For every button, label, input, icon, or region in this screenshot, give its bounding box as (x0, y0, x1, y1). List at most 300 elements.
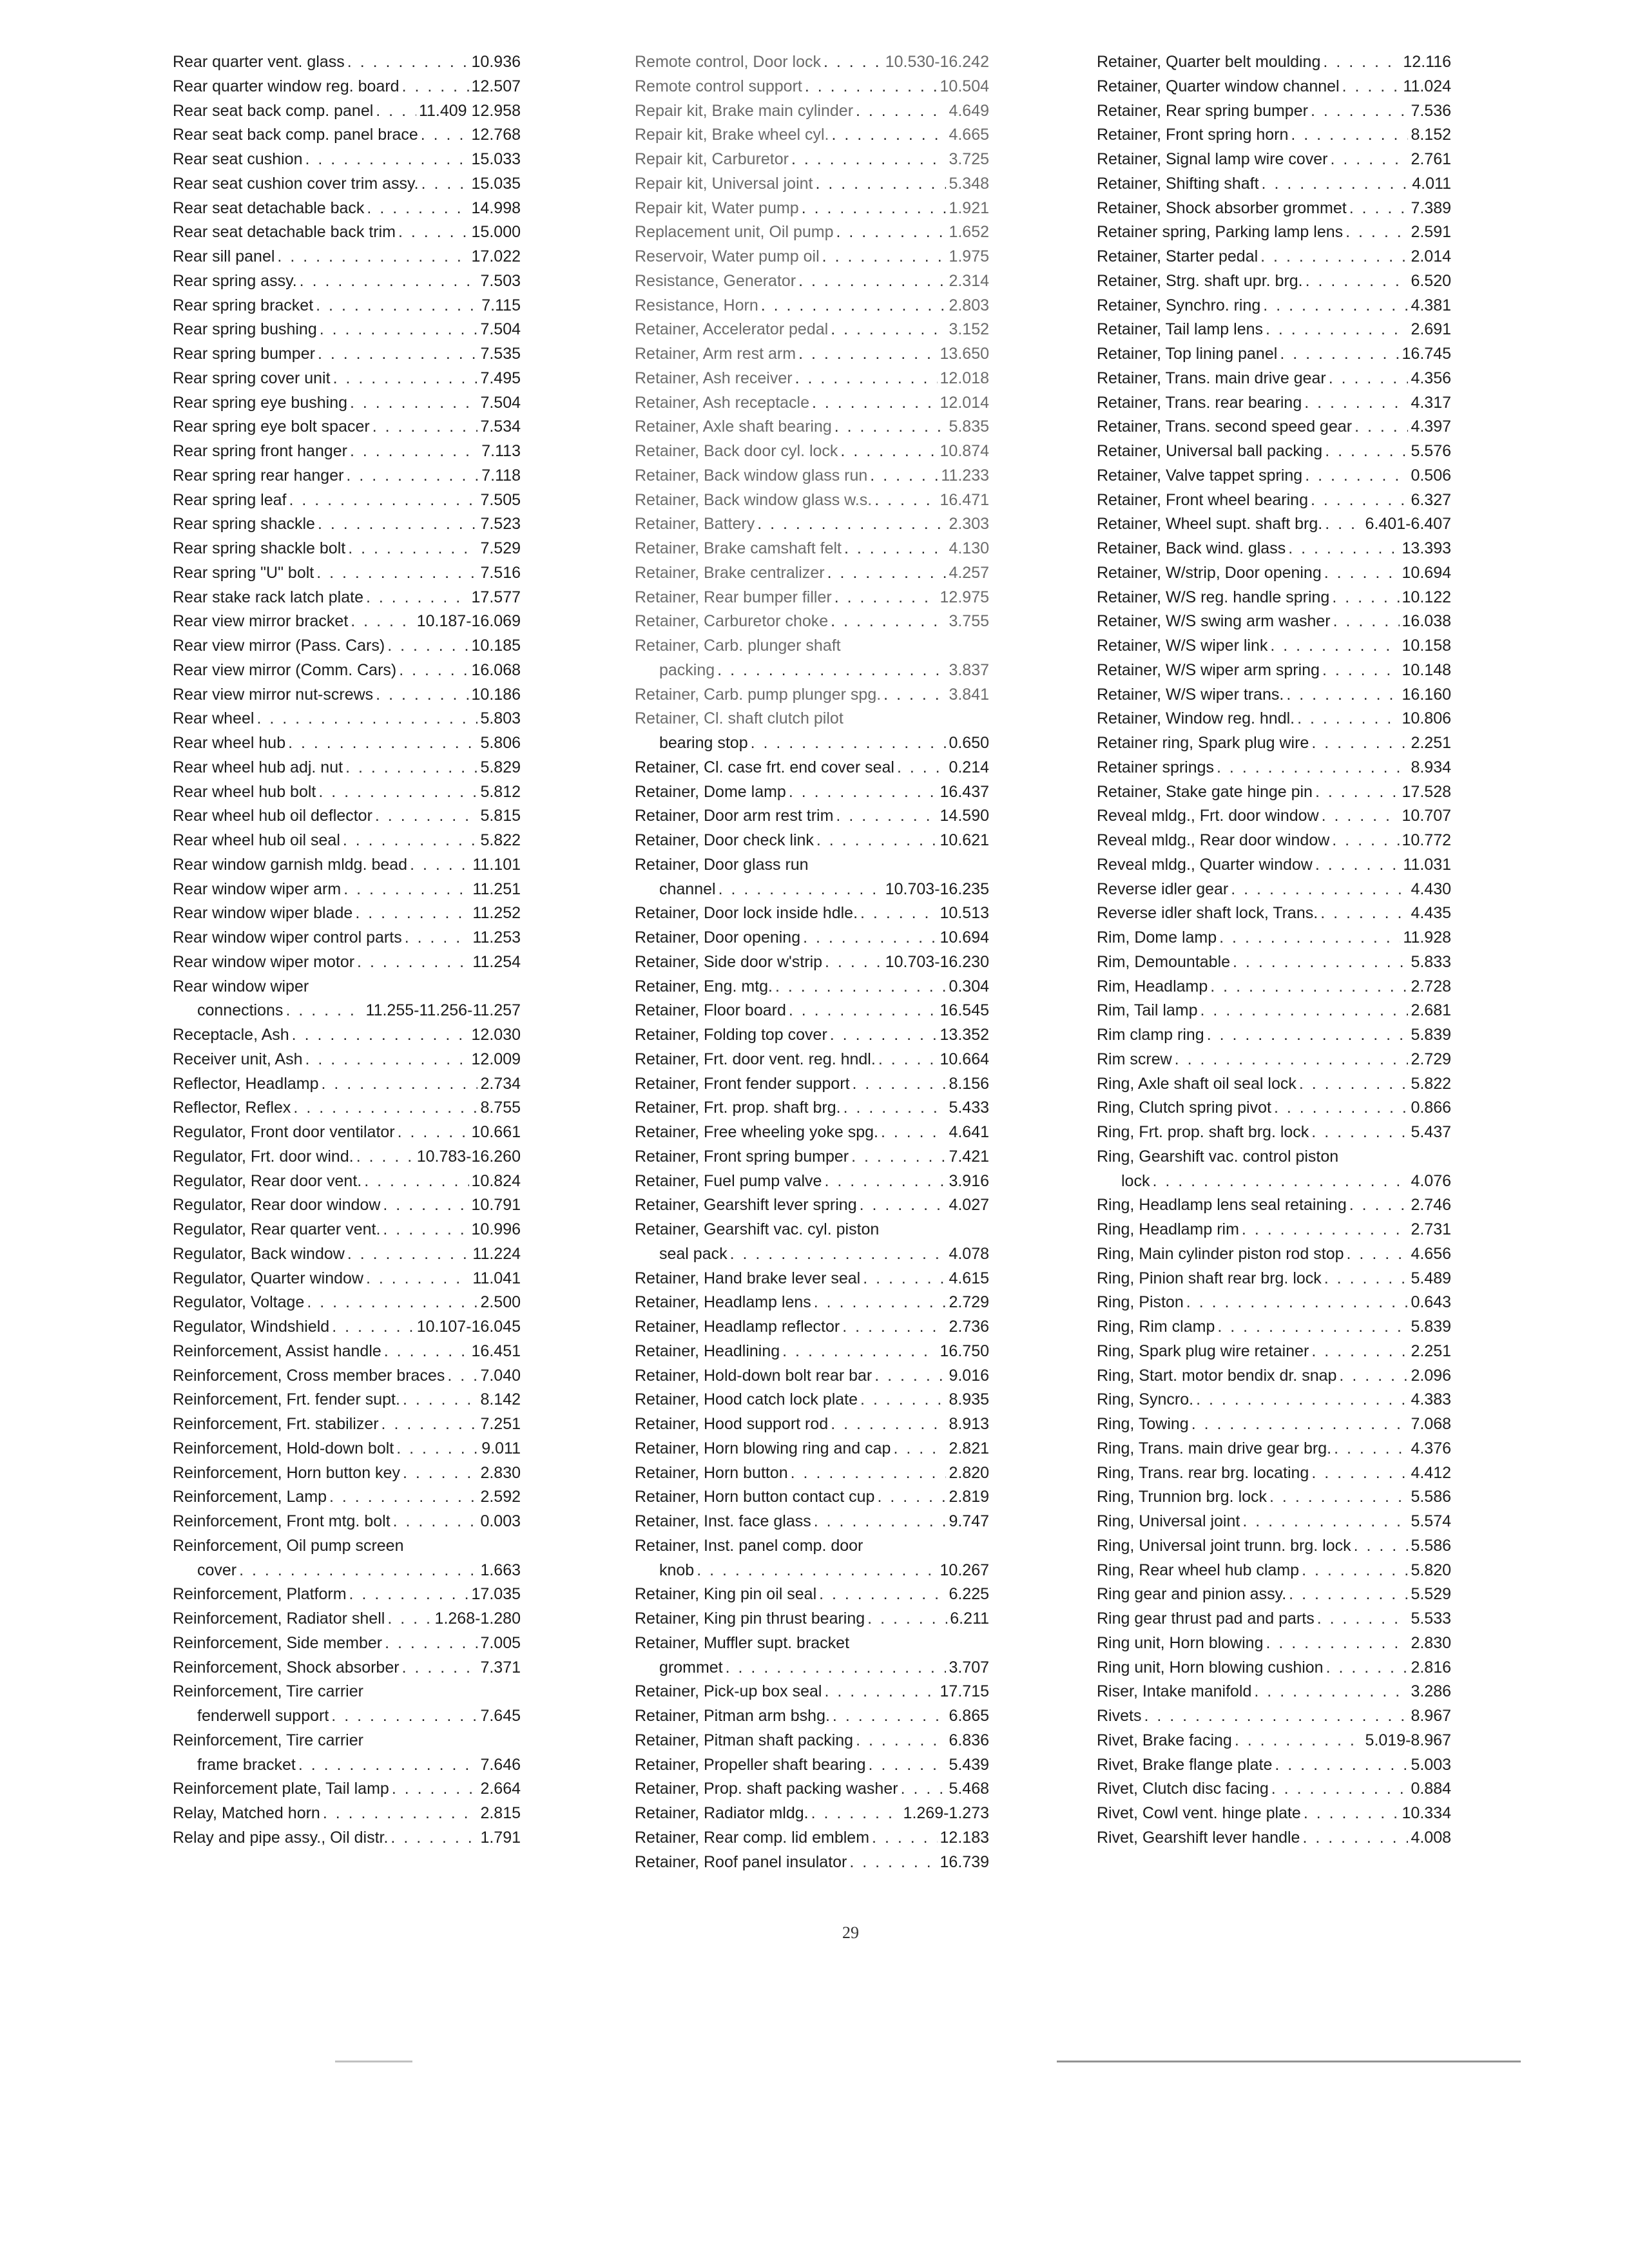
entry-reference: 8.913 (949, 1415, 989, 1433)
entry-reference: 1.975 (949, 247, 989, 265)
leader-dots (1289, 1582, 1408, 1607)
entry-reference: 10.158 (1402, 637, 1451, 655)
index-entry (173, 245, 521, 269)
entry-name: Ring, Spark plug wire retainer (1097, 1341, 1309, 1360)
entry-name: Retainer, Cl. shaft clutch pilot (635, 709, 843, 728)
index-entry (635, 1680, 989, 1704)
index-entry (635, 1777, 989, 1802)
entry-name: Retainer, Door lock inside hdle. (635, 904, 858, 923)
index-entry (173, 683, 521, 707)
entry-name: Ring, Headlamp rim (1097, 1220, 1239, 1238)
entry-name: Retainer, Brake camshaft felt (635, 539, 842, 557)
index-entry (635, 1437, 989, 1461)
entry-reference: 2.803 (949, 296, 989, 314)
entry-name: Reveal mldg., Quarter window (1097, 855, 1313, 874)
entry-name: Retainer, Hold-down bolt rear bar (635, 1366, 872, 1385)
leader-dots (1305, 464, 1408, 488)
entry-reference: 5.003 (1411, 1755, 1451, 1774)
index-entry (1097, 75, 1451, 99)
index-entry (635, 1412, 989, 1437)
entry-name: Retainer, Carburetor choke (635, 612, 829, 631)
index-entry (1097, 1291, 1451, 1315)
index-entry (635, 537, 989, 561)
entry-name: Rear wheel (173, 709, 255, 728)
index-entry (1097, 1048, 1451, 1072)
entry-name: Remote control, Door lock (635, 53, 822, 71)
index-entry (635, 1145, 989, 1169)
index-entry (635, 1364, 989, 1389)
entry-reference: 14.998 (471, 198, 521, 217)
leader-dots (1196, 1388, 1408, 1412)
entry-name: Rim screw (1097, 1050, 1172, 1068)
leader-dots (1315, 780, 1400, 805)
leader-dots (782, 1340, 937, 1364)
leader-dots (851, 1145, 946, 1169)
entry-reference: 4.665 (949, 126, 989, 144)
entry-name: Relay and pipe assy., Oil distr. (173, 1828, 389, 1847)
index-entry (1097, 1582, 1451, 1607)
entry-name: Riser, Intake manifold (1097, 1682, 1252, 1701)
entry-name: Ring, Rear wheel hub clamp (1097, 1561, 1300, 1579)
index-entry (173, 488, 521, 513)
leader-dots (1231, 878, 1408, 902)
index-entry (173, 1340, 521, 1364)
entry-name: Retainer, Back window glass w.s. (635, 490, 872, 509)
entry-reference: 10.661 (471, 1123, 521, 1141)
entry-reference: 2.681 (1411, 1001, 1451, 1020)
index-column-1 (173, 50, 521, 1850)
entry-name: lock (1121, 1171, 1150, 1190)
index-entry (635, 367, 989, 391)
entry-reference: 10.772 (1402, 831, 1451, 849)
leader-dots (811, 1802, 901, 1826)
leader-dots (1235, 1729, 1363, 1753)
index-entry (635, 391, 989, 416)
leader-dots (1324, 1267, 1409, 1291)
index-entry (1097, 537, 1451, 561)
entry-name: Regulator, Voltage (173, 1293, 305, 1312)
leader-dots (385, 1631, 477, 1656)
leader-dots (1260, 245, 1408, 269)
entry-name: Reveal mldg., Frt. door window (1097, 807, 1319, 825)
leader-dots (1304, 391, 1408, 416)
index-entry (173, 610, 521, 634)
index-entry (173, 1802, 521, 1826)
entry-name: Rear wheel hub oil deflector (173, 807, 372, 825)
entry-name: Receiver unit, Ash (173, 1050, 303, 1068)
index-entry (173, 148, 521, 172)
leader-dots (1299, 1072, 1409, 1097)
leader-dots (874, 1364, 946, 1389)
leader-dots (329, 1485, 477, 1510)
entry-name: Retainer, W/S swing arm washer (1097, 612, 1331, 631)
entry-name: Retainer, Back wind. glass (1097, 539, 1286, 557)
leader-dots (824, 50, 883, 75)
leader-dots (860, 901, 938, 926)
entry-reference: 7.495 (480, 369, 521, 387)
entry-name: Remote control support (635, 77, 802, 95)
index-entry (173, 342, 521, 367)
index-entry (1097, 99, 1451, 124)
index-entry (635, 1631, 989, 1656)
entry-name: Retainer, W/S wiper trans. (1097, 685, 1284, 704)
entry-name: Ring gear thrust pad and parts (1097, 1610, 1315, 1628)
entry-reference: 12.009 (471, 1050, 521, 1068)
entry-reference: 2.096 (1411, 1366, 1451, 1385)
leader-dots (288, 731, 477, 756)
index-entry (635, 610, 989, 634)
entry-reference: 11.255-11.256-11.257 (365, 1001, 521, 1020)
entry-name: Retainer springs (1097, 758, 1215, 776)
index-entry (173, 1826, 521, 1850)
entry-name: Retainer, Carb. plunger shaft (635, 637, 841, 655)
index-entry (1097, 634, 1451, 658)
index-entry (1097, 853, 1451, 878)
entry-reference: 16.750 (940, 1341, 989, 1360)
entry-reference: 12.507 (471, 77, 521, 95)
leader-dots (392, 1777, 478, 1802)
index-entry (635, 853, 989, 878)
entry-reference: 8.152 (1411, 126, 1451, 144)
entry-name: Rear spring cover unit (173, 369, 331, 387)
leader-dots (1200, 999, 1409, 1023)
leader-dots (860, 1388, 946, 1412)
entry-name: Reservoir, Water pump oil (635, 247, 820, 265)
index-entry (635, 561, 989, 586)
entry-name: Repair kit, Water pump (635, 198, 799, 217)
entry-name: Retainer, Front wheel bearing (1097, 490, 1308, 509)
entry-name: Rear spring "U" bolt (173, 563, 314, 582)
leader-dots (1354, 415, 1408, 439)
entry-reference: 2.303 (949, 515, 989, 533)
leader-dots (824, 1169, 946, 1194)
index-entry (635, 878, 989, 902)
entry-reference: 7.534 (480, 418, 521, 436)
index-entry (1097, 610, 1451, 634)
entry-name: Retainer, Axle shaft bearing (635, 418, 832, 436)
entry-name: Retainer, Quarter window channel (1097, 77, 1340, 95)
leader-dots (333, 367, 478, 391)
entry-name: Rim, Tail lamp (1097, 1001, 1198, 1020)
index-entry (1097, 1193, 1451, 1218)
index-entry (635, 1023, 989, 1048)
leader-dots (1152, 1169, 1408, 1194)
entry-reference: 5.468 (949, 1780, 989, 1798)
index-entry (635, 1218, 989, 1242)
leader-dots (877, 1485, 946, 1510)
entry-name: Retainer, Accelerator pedal (635, 320, 829, 339)
leader-dots (1175, 1048, 1409, 1072)
entry-name: Rear seat back comp. panel brace (173, 126, 418, 144)
entry-reference: 2.819 (949, 1488, 989, 1506)
entry-name: Rear window wiper blade (173, 904, 353, 923)
entry-reference: 17.528 (1402, 782, 1451, 801)
entry-reference: 12.014 (940, 393, 989, 412)
index-entry (173, 1023, 521, 1048)
leader-dots (398, 220, 469, 245)
index-entry (1097, 1607, 1451, 1631)
leader-dots (831, 318, 946, 342)
entry-name: Ring, Towing (1097, 1415, 1189, 1433)
entry-name: Reflector, Reflex (173, 1099, 291, 1117)
leader-dots (814, 1510, 947, 1534)
entry-reference: 6.211 (950, 1610, 989, 1628)
entry-reference: 10.186 (471, 685, 521, 704)
entry-reference: 4.430 (1411, 879, 1451, 898)
index-entry (1097, 950, 1451, 975)
leader-dots (1315, 853, 1401, 878)
index-entry (635, 634, 989, 658)
index-entry (1097, 878, 1451, 902)
entry-reference: 3.707 (949, 1658, 989, 1677)
entry-reference: 8.142 (480, 1390, 521, 1409)
entry-reference: 17.035 (471, 1585, 521, 1604)
entry-name: Rear wheel hub adj. nut (173, 758, 343, 776)
leader-dots (697, 1559, 937, 1583)
entry-reference: 5.833 (1411, 952, 1451, 971)
entry-name: Retainer, Headlamp lens (635, 1293, 811, 1312)
entry-name: Retainer, Headlining (635, 1341, 780, 1360)
leader-dots (1332, 829, 1399, 853)
index-entry (173, 1582, 521, 1607)
entry-reference: 10.185 (471, 637, 521, 655)
index-entry (1097, 1315, 1451, 1340)
index-entry (1097, 488, 1451, 513)
entry-name: Retainer, Dome lamp (635, 782, 786, 801)
leader-dots (1324, 561, 1400, 586)
entry-name: Ring, Axle shaft oil seal lock (1097, 1074, 1296, 1093)
entry-name: Retainer, Muffler supt. bracket (635, 1633, 850, 1652)
entry-reference: 13.650 (940, 345, 989, 363)
leader-dots (348, 537, 477, 561)
leader-dots (1217, 756, 1408, 780)
leader-dots (305, 1048, 469, 1072)
entry-reference: 8.967 (1411, 1707, 1451, 1725)
entry-reference: 7.389 (1411, 198, 1451, 217)
index-entry (1097, 1218, 1451, 1242)
leader-dots (316, 294, 479, 318)
entry-name: Rear spring bracket (173, 296, 314, 314)
leader-dots (849, 1850, 937, 1875)
entry-reference: 6.401-6.407 (1365, 515, 1451, 533)
index-entry (1097, 1729, 1451, 1753)
leader-dots (1322, 658, 1400, 683)
entry-name: Rear quarter window reg. board (173, 77, 400, 95)
leader-dots (830, 1023, 938, 1048)
entry-name: fenderwell support (197, 1707, 329, 1725)
entry-reference: 5.839 (1411, 1318, 1451, 1336)
entry-reference: 0.003 (480, 1512, 521, 1530)
entry-name: Retainer, Hood catch lock plate (635, 1390, 858, 1409)
index-entry (635, 1461, 989, 1486)
leader-dots (383, 1218, 468, 1242)
leader-dots (805, 75, 938, 99)
index-entry (1097, 1461, 1451, 1486)
entry-reference: 4.397 (1411, 418, 1451, 436)
entry-reference: 2.251 (1411, 1341, 1451, 1360)
entry-name: Rivet, Clutch disc facing (1097, 1780, 1269, 1798)
entry-name: Regulator, Frt. door wind. (173, 1147, 354, 1166)
index-entry (173, 1242, 521, 1267)
entry-name: Retainer, Gearshift lever spring (635, 1196, 857, 1215)
entry-reference: 10.824 (471, 1171, 521, 1190)
entry-name: bearing stop (659, 734, 748, 752)
entry-reference: 0.650 (949, 734, 989, 752)
entry-reference: 12.018 (940, 369, 989, 387)
entry-reference: 7.118 (481, 466, 521, 485)
entry-name: Retainer, Battery (635, 515, 755, 533)
entry-name: Regulator, Front door ventilator (173, 1123, 395, 1141)
leader-dots (802, 197, 947, 221)
leader-dots (300, 269, 478, 294)
entry-reference: 10.694 (1402, 563, 1451, 582)
index-entry (635, 804, 989, 829)
index-entry (1097, 148, 1451, 172)
entry-name: Rear seat detachable back (173, 198, 365, 217)
leader-dots (292, 1023, 469, 1048)
entry-reference: 7.371 (480, 1658, 521, 1677)
entry-name: Regulator, Rear door vent. (173, 1171, 362, 1190)
entry-name: Rear view mirror nut-screws (173, 685, 374, 704)
leader-dots (318, 512, 478, 537)
index-entry (173, 1048, 521, 1072)
entry-reference: 4.656 (1411, 1244, 1451, 1263)
entry-name: Retainer, Frt. prop. shaft brg. (635, 1099, 841, 1117)
entry-name: Retainer, King pin thrust bearing (635, 1610, 865, 1628)
leader-dots (870, 464, 938, 488)
entry-name: Ring, Trans. main drive gear brg. (1097, 1439, 1332, 1457)
entry-reference: 3.725 (949, 150, 989, 168)
index-entry (635, 1315, 989, 1340)
entry-name: Ring, Main cylinder piston rod stop (1097, 1244, 1344, 1263)
index-entry (635, 439, 989, 464)
entry-name: Retainer, Horn button (635, 1463, 788, 1482)
leader-dots (1242, 1510, 1408, 1534)
entry-reference: 2.314 (949, 271, 989, 290)
entry-name: Retainer, Front spring bumper (635, 1147, 849, 1166)
entry-name: Rear seat detachable back trim (173, 223, 396, 242)
index-entry (635, 50, 989, 75)
entry-name: Rear wheel hub oil seal (173, 831, 340, 849)
leader-dots (816, 829, 938, 853)
leader-dots (316, 561, 477, 586)
entry-name: Rear stake rack latch plate (173, 588, 363, 606)
entry-reference: 5.348 (949, 174, 989, 193)
entry-reference: 15.035 (471, 174, 521, 193)
entry-name: Retainer, Propeller shaft bearing (635, 1755, 866, 1774)
index-entry (173, 123, 521, 148)
leader-dots (398, 1120, 469, 1145)
leader-dots (1186, 1291, 1409, 1315)
entry-reference: 11.251 (472, 879, 521, 898)
index-entry (173, 50, 521, 75)
leader-dots (350, 391, 477, 416)
leader-dots (856, 1729, 946, 1753)
index-entry (1097, 1096, 1451, 1120)
entry-reference: 16.745 (1402, 345, 1451, 363)
index-entry (635, 1704, 989, 1729)
entry-reference: 7.645 (480, 1707, 521, 1725)
leader-dots (1262, 172, 1410, 197)
leader-dots (1302, 1559, 1408, 1583)
entry-name: Ring, Piston (1097, 1293, 1184, 1312)
entry-reference: 2.728 (1411, 977, 1451, 995)
leader-dots (791, 1461, 947, 1486)
leader-dots (897, 756, 946, 780)
entry-reference: 4.383 (1411, 1390, 1451, 1409)
entry-name: Reinforcement, Horn button key (173, 1463, 400, 1482)
leader-dots (357, 950, 470, 975)
entry-name: Rear wheel hub bolt (173, 782, 316, 801)
leader-dots (831, 1412, 946, 1437)
leader-dots (1304, 1802, 1400, 1826)
entry-name: Retainer, W/S wiper arm spring (1097, 660, 1320, 679)
entry-name: Retainer, Carb. pump plunger spg. (635, 685, 882, 704)
index-entry (1097, 1437, 1451, 1461)
entry-reference: 5.529 (1411, 1585, 1451, 1604)
entry-name: Reinforcement, Tire carrier (173, 1682, 363, 1701)
leader-dots (381, 1412, 478, 1437)
index-entry (173, 853, 521, 878)
index-entry (635, 1048, 989, 1072)
entry-name: Repair kit, Brake wheel cyl. (635, 126, 829, 144)
entry-reference: 11.253 (472, 928, 521, 947)
entry-name: Rear window wiper arm (173, 879, 342, 898)
index-column-2 (635, 50, 989, 1874)
entry-name: Retainer, Synchro. ring (1097, 296, 1261, 314)
index-entry (1097, 245, 1451, 269)
leader-dots (761, 294, 947, 318)
index-entry (173, 878, 521, 902)
index-entry (173, 780, 521, 805)
entry-reference: 5.433 (949, 1099, 989, 1117)
index-entry (635, 269, 989, 294)
entry-name: Retainer, Arm rest arm (635, 345, 796, 363)
index-entry (1097, 1510, 1451, 1534)
leader-dots (795, 367, 938, 391)
leader-dots (293, 1096, 477, 1120)
index-entry (635, 415, 989, 439)
entry-reference: 7.115 (481, 296, 521, 314)
index-entry (635, 123, 989, 148)
index-entry (173, 1437, 521, 1461)
index-entry (173, 1364, 521, 1389)
entry-reference: 15.033 (471, 150, 521, 168)
entry-name: Reinforcement, Front mtg. bolt (173, 1512, 390, 1530)
entry-name: Retainer, King pin oil seal (635, 1585, 817, 1604)
entry-reference: 5.576 (1411, 442, 1451, 460)
index-entry (1097, 318, 1451, 342)
index-entry (173, 1096, 521, 1120)
entry-reference: 10.122 (1402, 588, 1451, 606)
entry-name: Replacement unit, Oil pump (635, 223, 834, 242)
entry-name: Reinforcement plate, Tail lamp (173, 1780, 389, 1798)
leader-dots (318, 780, 477, 805)
leader-dots (421, 123, 469, 148)
leader-dots (372, 415, 478, 439)
entry-name: Rim, Demountable (1097, 952, 1231, 971)
entry-name: Retainer, W/S reg. handle spring (1097, 588, 1330, 606)
entry-reference: 10.707 (1402, 807, 1451, 825)
leader-dots (375, 804, 478, 829)
entry-name: Retainer, Tail lamp lens (1097, 320, 1264, 339)
leader-dots (298, 1753, 478, 1778)
index-entry (635, 1534, 989, 1559)
entry-reference: 2.664 (480, 1780, 521, 1798)
entry-reference: 5.835 (949, 418, 989, 436)
entry-reference: 12.116 (1403, 53, 1451, 71)
entry-reference: 3.841 (949, 685, 989, 704)
